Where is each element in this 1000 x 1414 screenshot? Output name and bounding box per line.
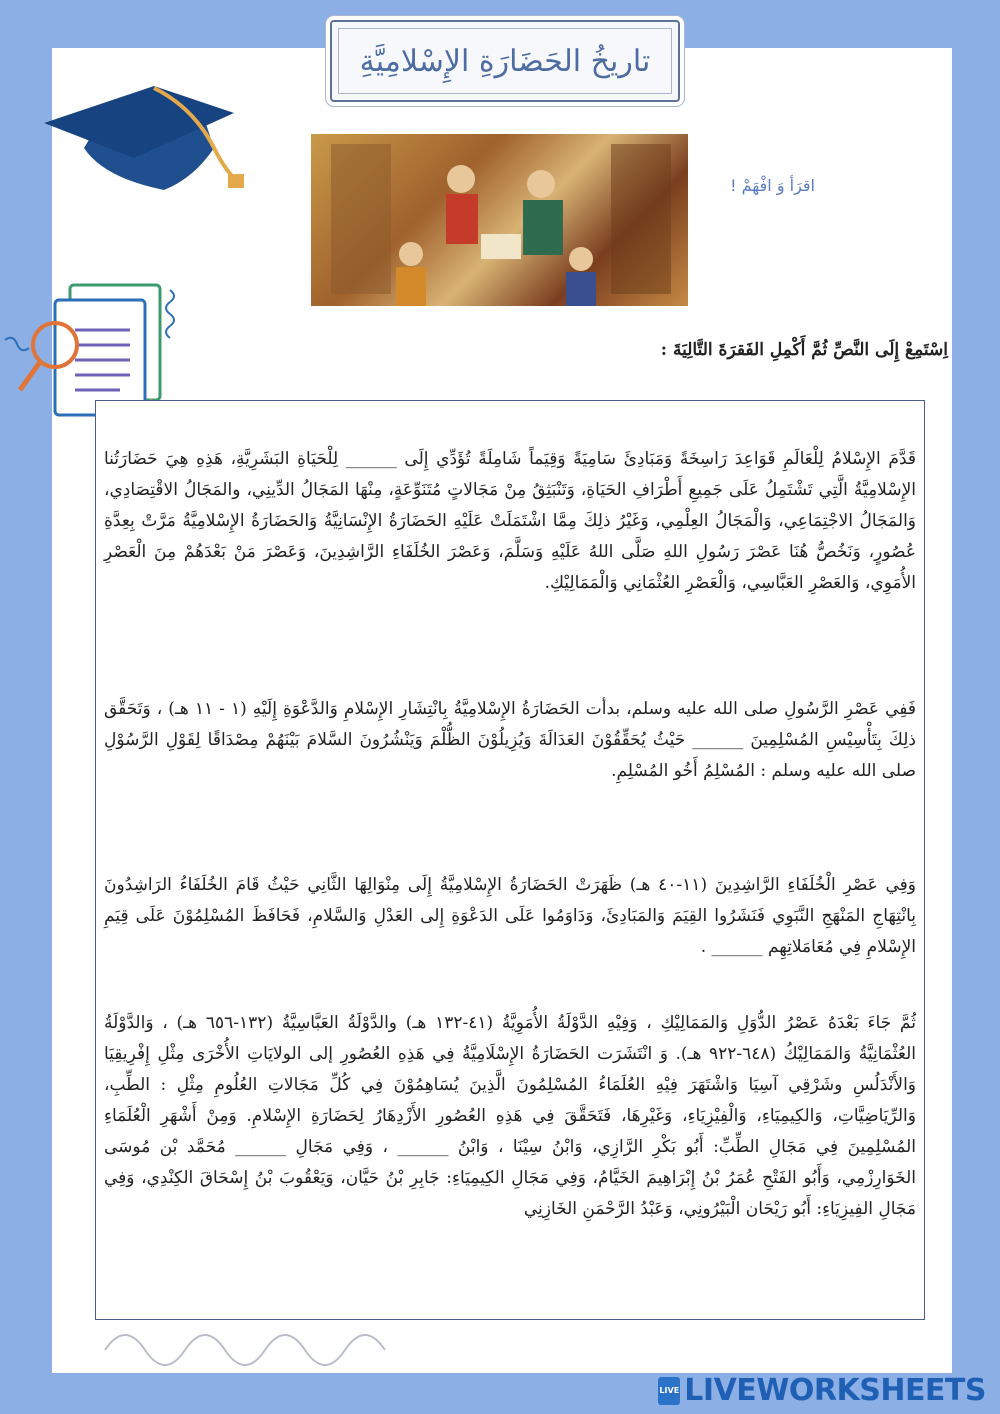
read-and-understand-label: اقرَأ وَ افْهَمْ ! (730, 176, 815, 195)
instruction-text: اِسْتَمِعْ إِلَى النَّصِّ ثُمَّ أَكْمِلِ الفَقرَةَ التَّالِيَةَ : (660, 340, 948, 360)
title-banner (330, 20, 680, 102)
page-title: تاريخُ الحَضَارَةِ الإِسْلامِيَّةِ (359, 43, 651, 79)
reading-passage-box (95, 400, 925, 1320)
scribble-decoration-icon (95, 1300, 455, 1370)
historical-painting-image (311, 134, 688, 306)
paragraph-2: فَفِي عَصْرِ الرَّسُولِ صلى الله عليه وسلم، بدأت الحَضَارَةُ الإِسْلامِيَّةُ بِانْتِشَارِ الإِسْلامِ وَالدَّعْوَةِ إِلَيْهِ (١ - ١١ هـ) ، وَتَحَقَّق ذلِكَ بِتَأْسِيْسِ المُسْلِمِينَ ______ حَيْثُ يُحَقِّقُوْنَ العَدَالَةَ وَيُزِيلُوْنَ الظُّلْمَ وَيَنْشُرُونَ السَّلامَ بَيْنَهُمْ مِصْدَاقًا لِقَوْلِ الرَّسُوْلِ صلى الله عليه وسلم : المُسْلِمُ أَخُو المُسْلِمِ. (104, 699, 916, 781)
paragraph-4: ثُمَّ جَاءَ بَعْدَهُ عَصْرُ الدُّوَلِ وَالمَمَالِيْكِ ، وَفِيْهِ الدَّوْلَةُ الأُمَوِيَّةُ (٤١-١٣٢ هـ) والدَّوْلَةُ العَبَّاسِيَّةُ (١٣٢-٦٥٦ هـ) ، وَالدَّوْلَةُ العُثْمَانِيَّةُ وَالمَمَالِيْكُ (٦٤٨-٩٢٢ هـ). وَ انْتَشَرَت الحَضَارَةُ الإِسْلَامِيَّةُ فِي هَذِهِ العُصُورِ إلى الولايَاتِ الأُخْرَى مِثْلِ إِفْرِيقِيَا وَالأَنْدَلُسِ وشَرْقِي آسِيَا وَاشْتَهَرَ فِيْهِ العُلَمَاءُ المُسْلِمُونَ الَّذِينَ يُسَاهِمُوْنَ فِي كُلِّ مَجَالاتِ العُلُومِ مِثْلِ : الطِّبِ، وَالرِّيَاضِيَّاتِ، وَالكِيمِيَاءِ، وَالْفِيْزِيَاءِ، وَغَيْرِهَا، فَتَحَقَّقَ فِي هَذِهِ العُصُورِ الأَزْدِهَارُ لِحَضَارَةِ الإِسْلامِ. وَمِنْ أَشْهَرِ الْعُلَمَاءِ المُسْلِمِينَ فِي مَجَالِ الطِّبِّ: أَبُو بَكْرِ الرَّازِي، وَابْنُ سِيْنَا ، وَابْنُ ______ ، وَفِي مَجَالِ ______ مُحَمَّد بْن مُوسَى الخَوَارِزْمِي، وَأَبُو الفَتْحِ عُمَرُ بْنُ إِبْرَاهِيمَ الخَيَّامُ، وَفِي مَجَالِ الكِيمِيَاءِ: جَابِرِ بْنُ حَيَّان، وَيَعْقُوبَ بْنُ إِسْحَاقَ الكِنْدِي، وَفِي مَجَالِ الفِيزِيَاءِ: أَبُو رَيْحَان الْبَيْرُونِي، وَعَبْدُ الرَّحْمَنِ الخَازِنِي (104, 1013, 916, 1219)
logo-badge: LIVE (658, 1377, 680, 1405)
paragraph-3: وَفِي عَصْرِ الْخُلَفَاءِ الرَّاشِدِينَ (١١-٤٠ هـ) ظَهَرَتْ الحَضَارَةُ الإِسْلامِيَّةُ إِلَى مِنْوَالِهَا الثَّانِي حَيْثُ قَامَ الخُلَفَاءُ الرَاشِدُونَ بِانْتِهَاجِ المَنْهَجِ النَّبَوِي فَنَشَرُوا القِيَمَ وَالمَبَادِئَ، وَدَاوَمُوا عَلَى الدَعْوَةِ إِلى العَدْلِ وَالسَّلامِ، فَحَافَظَ المُسْلِمُوْنَ عَلَى قِيَمِ الإِسْلامِ فِي مُعَامَلاتِهِم ______ . (104, 875, 917, 957)
logo-text: LIVEWORKSHEETS (684, 1373, 986, 1408)
paragraph-1: قَدَّمَ الإِسْلامُ لِلْعَالَمِ قَوَاعِدَ رَاسِخَةً وَمَبَادِئَ سَامِيَةً وَقِيَماً شَامِلَةً تُؤَدِّي إِلَى ______ لِلْحَيَاةِ البَشَرِيَّةِ، هَذِهِ هِيَ حَضَارَتُنا الإِسْلامِيَّةُ الَّتِي تَشْتَمِلُ عَلَى جَمِيعِ أَطْرَافِ الحَيَاةِ، وَتَنْبَثِقُ مِنْ مَجَالاتٍ مُتَنَوِّعَةٍ، مِنْهَا المَجَالُ الدِّينِي، والمَجَالُ الاقْتِصَادِي، وَالمَجَالُ الاجْتِمَاعِي، وَالْمَجَالُ العِلْمِي، وَغَيْرُ ذلِكَ مِمَّا اشْتَمَلَتْ عَلَيْهِ الحَضَارَةُ الإِنْسَانِيَّةُ وَالحَضَارَةُ الإِسْلامِيَّةُ مَرَّتْ بِعِدَّةِ عُصُورٍ، وَنَخُصُّ هُنَا عَصْرَ رَسُولِ اللهِ صَلَّى اللهُ عَلَيْهِ وَسَلَّمَ، وَعَصْرَ الخُلَفَاءِ الرَّاشِدِينَ، وَعَصْرَ مَنْ بَعْدَهُمْ مِنَ الْعَصْرِ الأُمَوِي، وَالعَصْرِ العَبَّاسِي، وَالْعَصْرِ العُثْمَانِي وَالْمَمَالِيْكِ. (104, 449, 916, 593)
liveworksheets-logo (658, 1373, 986, 1408)
graduation-cap-icon (44, 78, 254, 218)
